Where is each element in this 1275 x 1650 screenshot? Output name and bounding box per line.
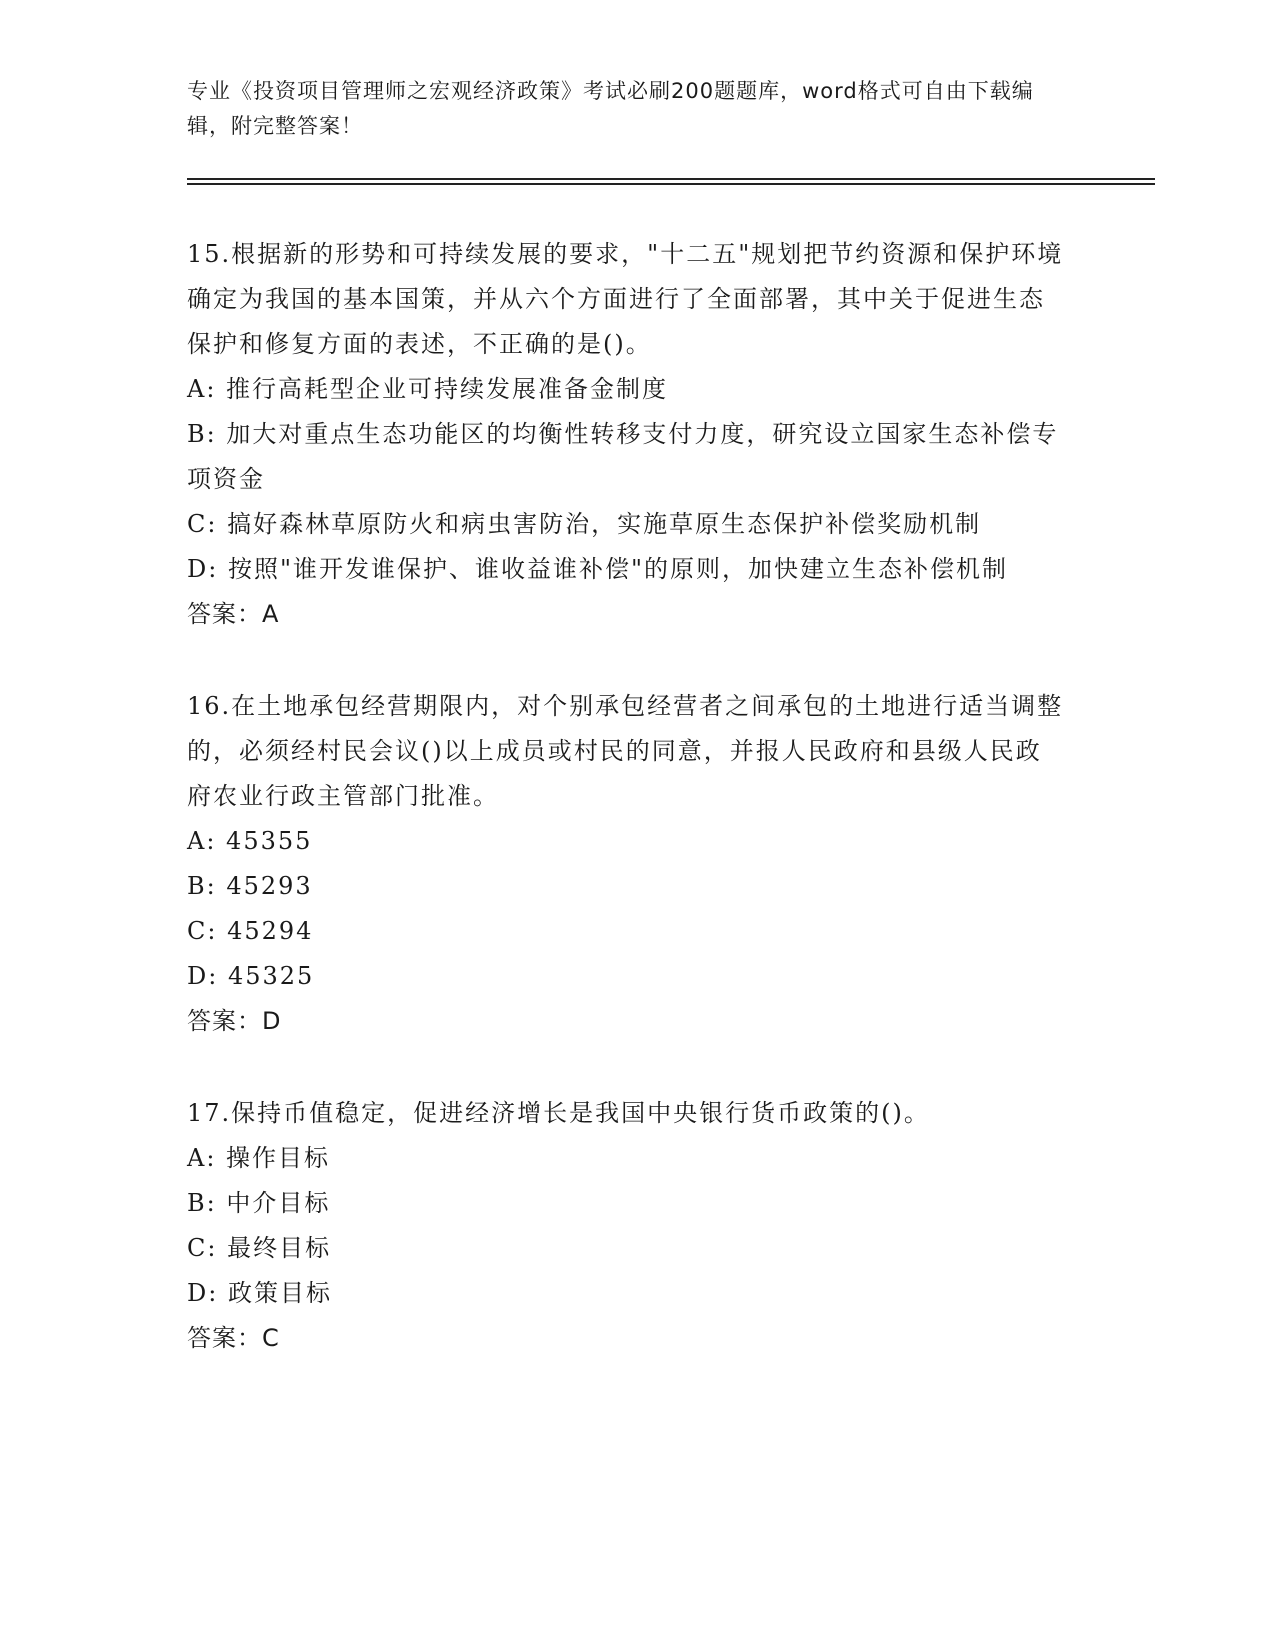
option-a: A: 操作目标 xyxy=(187,1144,331,1172)
option-c: C: 最终目标 xyxy=(187,1234,332,1262)
question-17 xyxy=(187,1091,1067,1361)
option-d: D: 政策目标 xyxy=(187,1279,332,1307)
document-header: 专业《投资项目管理师之宏观经济政策》考试必刷200题题库，word格式可自由下载编辑，附完整答案！ xyxy=(187,79,1034,138)
answer-line: 答案：A xyxy=(187,600,280,628)
question-stem: 16.在土地承包经营期限内，对个别承包经营者之间承包的土地进行适当调整的，必须经村民会议()以上成员或村民的同意，并报人民政府和县级人民政府农业行政主管部门批准。 xyxy=(187,692,1064,810)
question-stem: 17.保持币值稳定，促进经济增长是我国中央银行货币政策的()。 xyxy=(187,1099,930,1127)
option-a: A: 45355 xyxy=(187,827,313,855)
question-15 xyxy=(187,232,1067,637)
header-rule-top xyxy=(187,178,1155,180)
answer-line: 答案：C xyxy=(187,1324,280,1352)
option-d: D: 45325 xyxy=(187,962,315,990)
option-b: B: 加大对重点生态功能区的均衡性转移支付力度，研究设立国家生态补偿专项资金 xyxy=(187,420,1059,493)
option-c: C: 45294 xyxy=(187,917,314,945)
option-c: C: 搞好森林草原防火和病虫害防治，实施草原生态保护补偿奖励机制 xyxy=(187,510,982,538)
option-b: B: 中介目标 xyxy=(187,1189,331,1217)
question-stem: 15.根据新的形势和可持续发展的要求，"十二五"规划把节约资源和保护环境确定为我国的基本国策，并从六个方面进行了全面部署，其中关于促进生态保护和修复方面的表述，不正确的是()。 xyxy=(187,240,1064,358)
header-rule-bottom xyxy=(187,183,1155,185)
answer-line: 答案：D xyxy=(187,1007,282,1035)
option-a: A: 推行高耗型企业可持续发展准备金制度 xyxy=(187,375,669,403)
question-16 xyxy=(187,684,1067,1044)
option-b: B: 45293 xyxy=(187,872,313,900)
option-d: D: 按照"谁开发谁保护、谁收益谁补偿"的原则，加快建立生态补偿机制 xyxy=(187,555,1009,583)
question-list xyxy=(187,232,1067,1408)
